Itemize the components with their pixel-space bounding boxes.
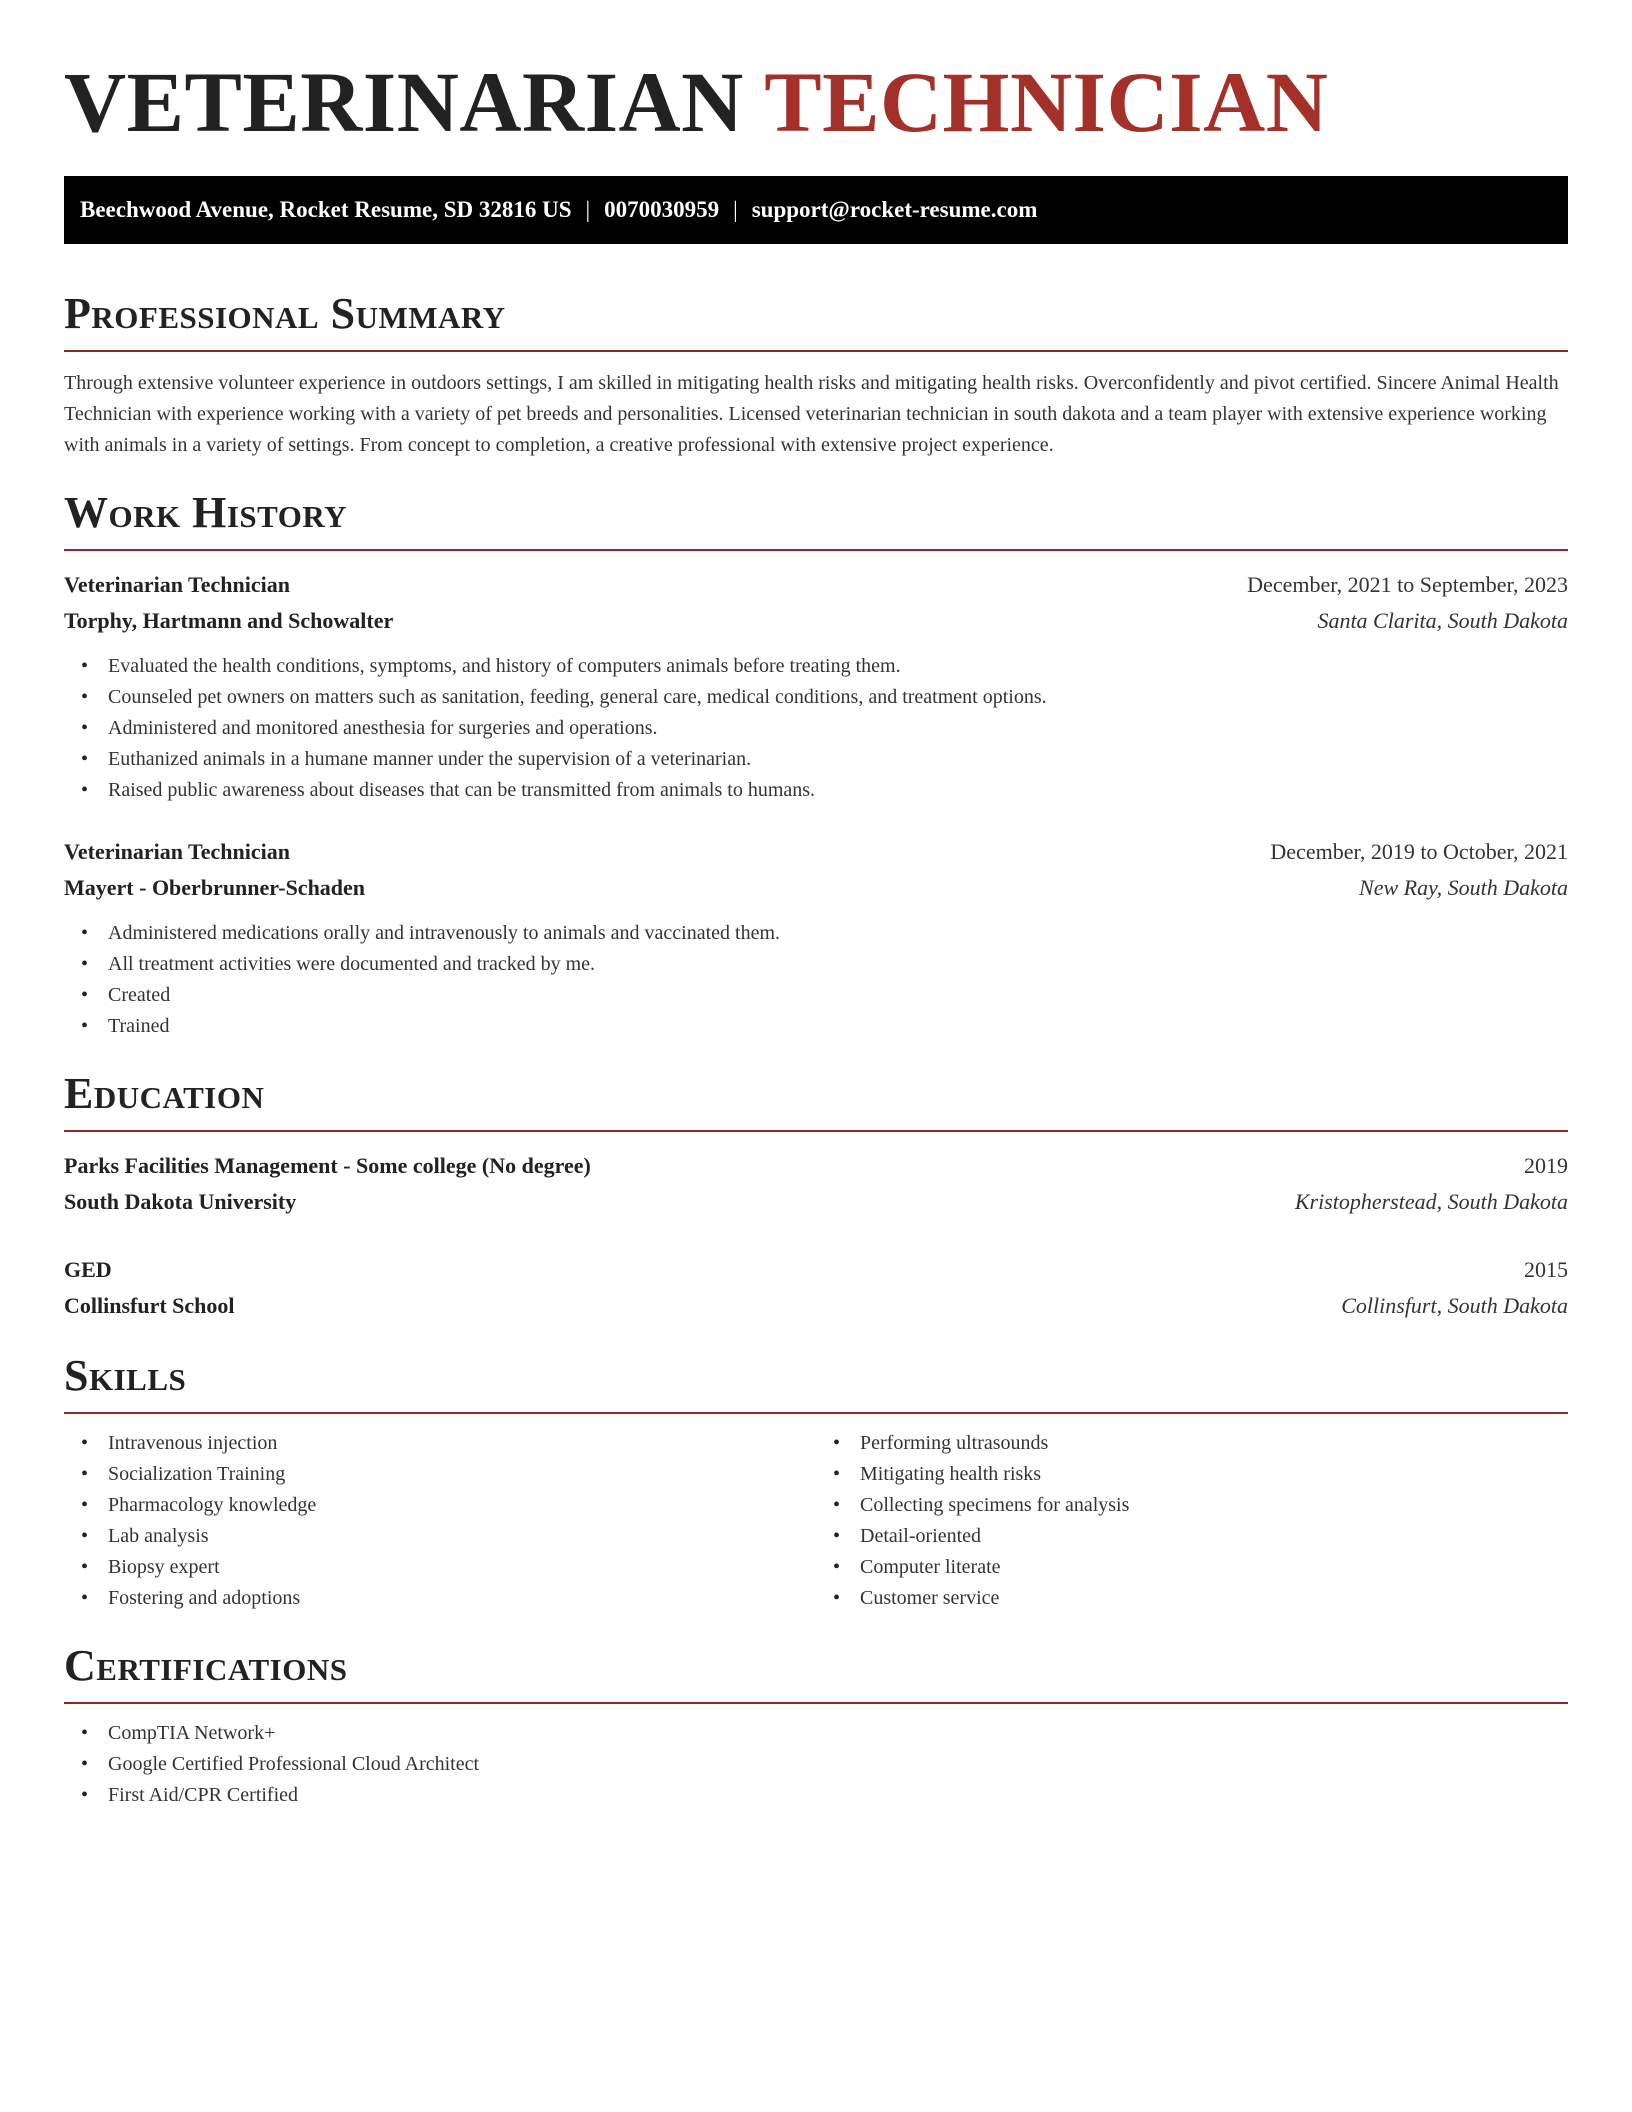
skill-item: • Pharmacology knowledge (108, 1490, 816, 1521)
contact-bar (64, 176, 1568, 244)
skill-item: • Customer service (860, 1583, 1568, 1614)
education-entry (64, 1252, 1568, 1324)
job-header-row (64, 834, 1568, 870)
skill-item: • Performing ultrasounds (860, 1428, 1568, 1459)
certification-item: • CompTIA Network+ (108, 1718, 1568, 1749)
education-heading: Education (64, 1069, 265, 1118)
list-item: • Euthanized animals in a humane manner under the supervision of a veterinarian. (108, 744, 1568, 775)
resume-title (64, 0, 1568, 152)
section-divider (64, 1412, 1568, 1414)
section-divider (64, 1702, 1568, 1704)
section-divider (64, 350, 1568, 352)
skill-item: • Lab analysis (108, 1521, 816, 1552)
job-location: Santa Clarita, South Dakota (1317, 608, 1568, 633)
summary-section (64, 288, 1568, 461)
job-title: Veterinarian Technician (64, 839, 290, 864)
list-item: • All treatment activities were documented and tracked by me. (108, 949, 1568, 980)
education-location: Collinsfurt, South Dakota (1341, 1293, 1568, 1318)
job-title: Veterinarian Technician (64, 572, 290, 597)
education-degree: GED (64, 1257, 112, 1282)
job-company: Mayert - Oberbrunner-Schaden (64, 875, 366, 900)
certifications-list (64, 1718, 1568, 1811)
certifications-heading: Certifications (64, 1641, 348, 1690)
skill-item: • Collecting specimens for analysis (860, 1490, 1568, 1521)
list-item: • Trained (108, 1011, 1568, 1042)
skill-item: • Intravenous injection (108, 1428, 816, 1459)
education-year: 2015 (1524, 1257, 1568, 1282)
certification-item: • Google Certified Professional Cloud Architect (108, 1749, 1568, 1780)
work-history-section (64, 487, 1568, 1042)
skill-item: • Mitigating health risks (860, 1459, 1568, 1490)
education-header-row (64, 1252, 1568, 1288)
education-entry (64, 1148, 1568, 1220)
summary-heading: Professional Summary (64, 289, 506, 338)
section-divider (64, 1130, 1568, 1132)
job-entry (64, 834, 1568, 1042)
skill-item: • Biopsy expert (108, 1552, 816, 1583)
skills-section (64, 1350, 1568, 1614)
contact-address: Beechwood Avenue, Rocket Resume, SD 32816 US (80, 197, 572, 222)
job-company-row (64, 603, 1568, 639)
list-item: • Evaluated the health conditions, symptoms, and history of computers animals before treating them. (108, 651, 1568, 682)
skill-item: • Fostering and adoptions (108, 1583, 816, 1614)
job-duties-list (64, 651, 1568, 806)
job-location: New Ray, South Dakota (1359, 875, 1568, 900)
skill-item: • Socialization Training (108, 1459, 816, 1490)
list-item: • Administered and monitored anesthesia for surgeries and operations. (108, 713, 1568, 744)
skills-heading: Skills (64, 1351, 187, 1400)
job-company-row (64, 870, 1568, 906)
certifications-section (64, 1640, 1568, 1811)
job-company: Torphy, Hartmann and Schowalter (64, 608, 394, 633)
skills-grid (64, 1428, 1568, 1614)
job-dates: December, 2019 to October, 2021 (1270, 839, 1568, 864)
job-entry (64, 567, 1568, 806)
job-duties-list (64, 918, 1568, 1042)
title-word-1: VETERINARIAN (64, 54, 744, 150)
list-item: • Counseled pet owners on matters such as sanitation, feeding, general care, medical conditions, and treatment options. (108, 682, 1568, 713)
work-history-heading: Work History (64, 488, 348, 537)
contact-email: support@rocket-resume.com (751, 197, 1038, 222)
contact-separator: | (733, 197, 738, 222)
education-school: Collinsfurt School (64, 1293, 235, 1318)
skills-list-left (64, 1428, 816, 1614)
education-degree: Parks Facilities Management - Some college (No degree) (64, 1153, 591, 1178)
skill-item: • Detail-oriented (860, 1521, 1568, 1552)
education-school-row (64, 1288, 1568, 1324)
contact-phone: 0070030959 (604, 197, 720, 222)
certification-item: • First Aid/CPR Certified (108, 1780, 1568, 1811)
list-item: • Administered medications orally and intravenously to animals and vaccinated them. (108, 918, 1568, 949)
skill-item: • Computer literate (860, 1552, 1568, 1583)
education-school-row (64, 1184, 1568, 1220)
job-header-row (64, 567, 1568, 603)
list-item: • Raised public awareness about diseases that can be transmitted from animals to humans. (108, 775, 1568, 806)
education-section (64, 1068, 1568, 1324)
summary-text: Through extensive volunteer experience in outdoors settings, I am skilled in mitigating health risks and mitigating health risks. Overconfidently and pivot certified. Sincere Animal Health Technician with experience working with a variety of pet breeds and personalities. Licensed veterinarian technician in south dakota and a team player with extensive experience working with animals in a variety of settings. From concept to completion, a creative professional with extensive project experience. (64, 372, 1559, 456)
education-location: Kristopherstead, South Dakota (1294, 1189, 1568, 1214)
title-word-2: TECHNICIAN (764, 54, 1329, 150)
education-school: South Dakota University (64, 1189, 297, 1214)
contact-separator: | (585, 197, 591, 222)
skills-list-right (816, 1428, 1568, 1614)
section-divider (64, 549, 1568, 551)
education-year: 2019 (1524, 1153, 1568, 1178)
job-dates: December, 2021 to September, 2023 (1247, 572, 1568, 597)
list-item: • Created (108, 980, 1568, 1011)
education-header-row (64, 1148, 1568, 1184)
resume-page (64, 0, 1568, 1811)
